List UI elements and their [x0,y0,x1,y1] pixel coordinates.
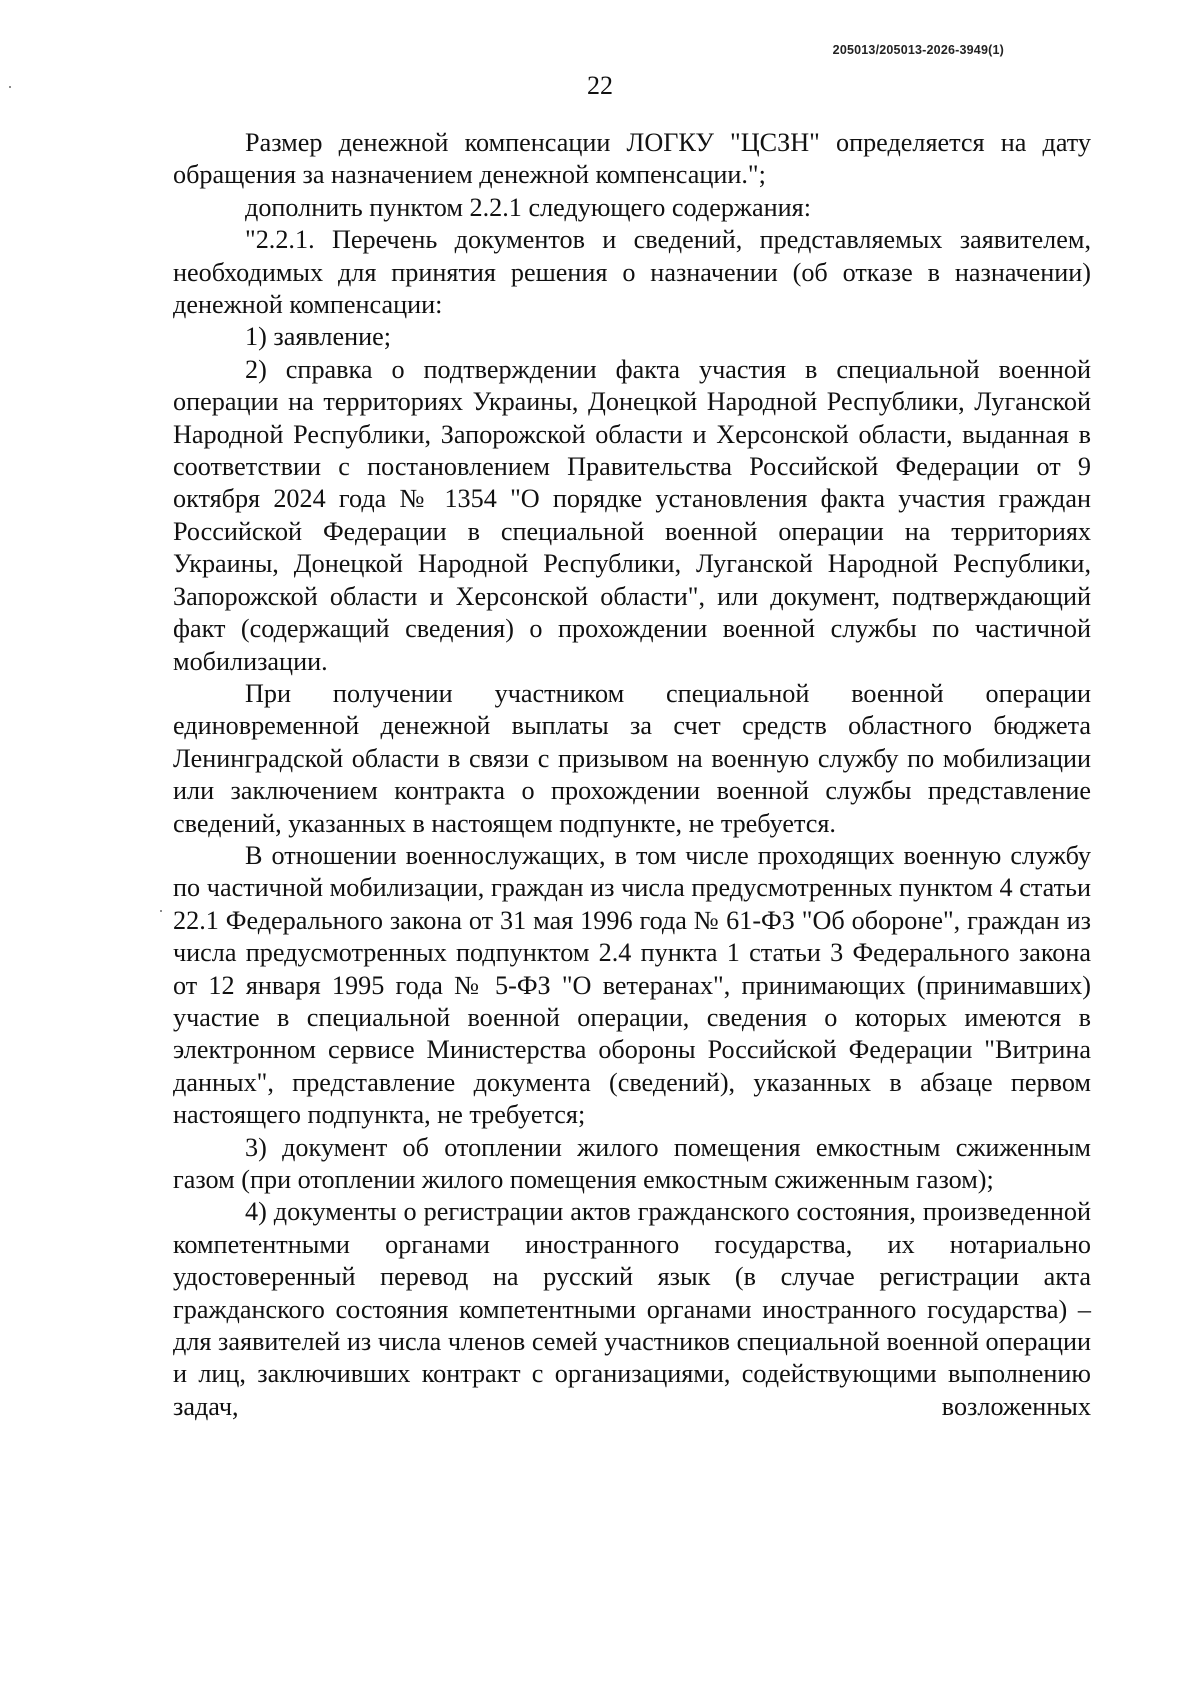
paragraph-amendment-intro: дополнить пунктом 2.2.1 следующего содержания: [245,192,811,222]
paragraph-lump-sum-exemption: При получении участником специальной военной операции единовременной денежной выплаты за счет средств областного бюджета Ленинградской области в связи с призывом на военную службу по мобилизации или заключением контракта о прохождении военной службы представление сведений, указанных в настоящем подпункте, не требуется. [173,678,1091,838]
paragraph-compensation-amount: Размер денежной компенсации ЛОГКУ "ЦСЗН" определяется на дату обращения за назначением денежной компенсации."; [173,128,1091,190]
paragraph-2-2-1-heading: "2.2.1. Перечень документов и сведений, представляемых заявителем, необходимых для принятия решения о назначении (об отказе в назначении) денежной компенсации: [173,225,1091,320]
scan-speck [160,910,162,912]
list-item-participation-certificate: 2) справка о подтверждении факта участия в специальной военной операции на территориях Украины, Донецкой Народной Республики, Луганской Народной Республики, Запорожской области и Херсонской области, выданная в соответствии с постановлением Правительства Российской Федерации от 9 октября 2024 года № 1354 "О порядке установления факта участия граждан Российской Федерации в специальной военной операции на территориях Украины, Донецкой Народной Республики, Луганской Народной Республики, Запорожской области и Херсонской области", или документ, подтверждающий факт (содержащий сведения) о прохождении военной службы по частичной мобилизации. [173,354,1091,676]
document-body [173,127,1091,1423]
list-item-gas-heating-document: 3) документ об отоплении жилого помещения емкостным сжиженным газом (при отоплении жилого помещения емкостным сжиженным газом); [173,1132,1091,1194]
paragraph-servicemen-exemption: В отношении военнослужащих, в том числе проходящих военную службу по частичной мобилизации, граждан из числа предусмотренных пунктом 4 статьи 22.1 Федерального закона от 31 мая 1996 года № 61-ФЗ "Об обороне", граждан из числа предусмотренных подпунктом 2.4 пункта 1 статьи 3 Федерального закона от 12 января 1995 года № 5-ФЗ "О ветеранах", принимающих (принимавших) участие в специальной военной операции, сведения о которых имеются в электронном сервисе Министерства обороны Российской Федерации "Витрина данных", представление документа (сведений), указанных в абзаце первом настоящего подпункта, не требуется; [173,840,1091,1130]
scan-speck [9,86,11,88]
list-item-application: 1) заявление; [245,322,392,352]
document-registration-number: 205013/205013-2026-3949(1) [832,43,1004,57]
page-number: 22 [587,71,613,100]
list-item-civil-status-documents: 4) документы о регистрации актов гражданского состояния, произведенной компетентными органами иностранного государства, их нотариально удостоверенный перевод на русский язык (в случае регистрации акта гражданского состояния компетентными органами иностранного государства) – для заявителей из числа членов семей участников специальной военной операции и лиц, заключивших контракт с организациями, содействующими выполнению задач, возложенных [173,1197,1091,1421]
